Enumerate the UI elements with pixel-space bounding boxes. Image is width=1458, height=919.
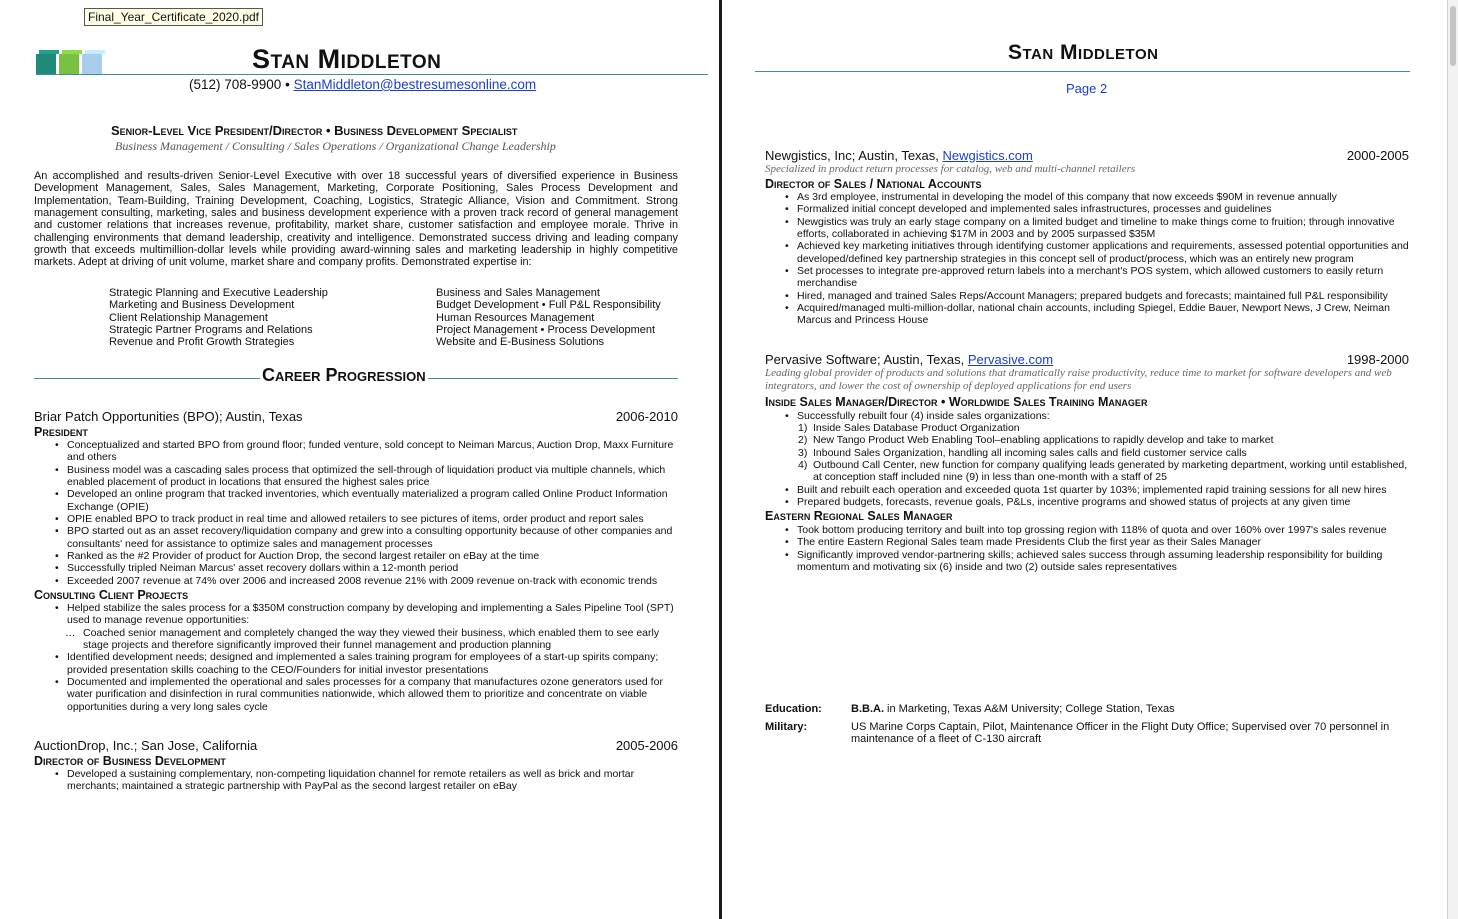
contact-line — [189, 77, 536, 92]
role-director-sales: Director of Sales / National Accounts — [765, 177, 982, 191]
skills-left-list — [109, 287, 328, 348]
military-text: US Marine Corps Captain, Pilot, Maintenance Officer in the Flight Duty Office; Supervised over 70 personnel in maintenance of a fleet of C-130 aircraft — [851, 721, 1390, 746]
subheadline: Business Management / Consulting / Sales Operations / Organizational Change Leadership — [115, 139, 556, 153]
logo-cubes-icon — [36, 54, 102, 76]
list-item: • Newgistics was truly an early stage company on a limited budget and timeline to make things come to fruition; through innovative efforts, collaborated in achieving $17M in 2003 and by 2005 surpassed $35M — [785, 215, 1395, 241]
resume-page-1 — [0, 0, 720, 919]
skill-item: Revenue and Profit Growth Strategies — [109, 336, 295, 349]
bullets-bpo — [55, 439, 679, 587]
list-item: • Acquired/managed multi-million-dollar, national chain accounts, including Spiegel, Eddie Bauer, Newport News, J Crew, Neiman Marcus and Princess House — [785, 302, 1390, 327]
company-newgistics: Newgistics, Inc; Austin, Texas, Newgistics.com — [765, 148, 1033, 163]
header-rule-p2 — [755, 71, 1410, 72]
skill-item: Human Resources Management — [436, 311, 595, 324]
skills-right-list — [436, 287, 661, 348]
company-bpo: Briar Patch Opportunities (BPO); Austin, Texas — [34, 409, 303, 424]
list-item: • BPO started out as an asset recovery/liquidation company and grew into a consulting opportunity because of other companies and consultants' need for assistance to optimize sales and management processes — [55, 525, 673, 550]
page-number: Page 2 — [1066, 81, 1108, 96]
page-divider — [719, 0, 722, 919]
list-item: • The entire Eastern Regional Sales team made Presidents Club the first year as their Sales Manager — [785, 536, 1261, 549]
email-link[interactable]: StanMiddleton@bestresumesonline.com — [293, 77, 537, 92]
list-item: • Ranked as the #2 Provider of product for Auction Drop, the second largest retailer on eBay at the time — [55, 550, 540, 563]
summary-paragraph: An accomplished and results-driven Senior-Level Executive with over 18 successful years of diversified experience in Business Development Management, Sales, Sales Management, Marketing, Corporate Positioning, Sales Process Development and Implementation, Team-Building, Training Development, Coaching, Logistics, Strategic Alliance, Vision and Commitment. Strong management consulting, marketing, sales and business development experience with a proven track record of general management and customer relations that increases revenue, profitability, market share, customer satisfaction and employee morale. Thrive in challenging environments that demand leadership, creativity and intelligence. Demonstrated success driving and leading company growth that exceeds multimillion-dollar levels while providing award-winning sales and marketing leadership in highly competitive markets. Adept at driving of unit volume, market share and company profits. Demonstrated expertise in: — [34, 170, 678, 269]
skill-item: Project Management • Process Development — [436, 323, 656, 336]
bullets-consulting — [55, 602, 679, 713]
list-item: • OPIE enabled BPO to track product in real time and allowed retailers to see pictures of items, order product and report sales — [55, 513, 644, 526]
role-president: President — [34, 425, 88, 439]
list-item: • Exceeded 2007 revenue at 74% over 2006 and increased 2008 revenue 21% with 2009 revenue on-track with economic trends — [55, 574, 658, 587]
company-pervasive: Pervasive Software; Austin, Texas, Pervasive.com — [765, 352, 1054, 367]
skill-item: Business and Sales Management — [436, 287, 600, 299]
list-item: • Documented and implemented the operational and sales processes for a company that manufactures ozone generators used for water purification and disinfection in rural communities nationwide, which allowed them to prioritize and concentrate on viable opportunities during a very long sales cycle — [55, 676, 663, 713]
list-item: • Developed a sustaining complementary, non-competing liquidation channel for remote retailers as well as brick and mortar merchants; maintained a strategic partnership with PayPal as the second largest retailer on eBay — [55, 768, 635, 793]
skill-item: Strategic Planning and Executive Leadership — [109, 287, 328, 299]
bullets-pervasive-c — [785, 524, 1410, 574]
list-item: • Business model was a cascading sales process that optimized the sell-through of liquidation product via multiple channels, which enabled placement of product in locations that ensured the highest sales price — [55, 463, 666, 489]
years-auctiondrop: 2005-2006 — [615, 738, 678, 753]
scrollbar-thumb[interactable] — [1450, 6, 1456, 66]
role-consulting: Consulting Client Projects — [34, 588, 189, 602]
vertical-scrollbar[interactable] — [1447, 0, 1458, 919]
numbered-pervasive — [798, 422, 1410, 484]
list-item: 3) Inbound Sales Organization, handling all incoming sales calls and field customer service calls — [798, 446, 1247, 459]
role-director-bd: Director of Business Development — [34, 754, 226, 768]
list-item: • Conceptualized and started BPO from ground floor; funded venture, sold concept to Neiman Marcus, Auction Drop, Maxx Furniture and others — [55, 439, 674, 464]
role-inside-sales: Inside Sales Manager/Director • Worldwide Sales Training Manager — [765, 395, 1148, 409]
list-item: • Took bottom producing territory and built into top grossing region with 118% of quota and over 160% over 1997's sales revenue — [785, 524, 1387, 536]
resume-page-2 — [723, 0, 1458, 919]
list-item: • Achieved key marketing initiatives through identifying customer applications and requirements, assessed potential opportunities and developed/defined key partnership strategies in this concept sell of product/process, which was an entirely new program — [785, 240, 1409, 265]
list-item: • Set processes to integrate pre-approved return labels into a merchant's POS system, which allowed customers to easily return merchandise — [785, 265, 1384, 290]
bullets-auctiondrop — [55, 768, 657, 793]
skill-item: Strategic Partner Programs and Relations — [109, 323, 313, 336]
list-item: 1) Inside Sales Database Product Organization — [798, 422, 1020, 434]
list-item: • Hired, managed and trained Sales Reps/Account Managers; prepared budgets and forecasts; maintained full P&L responsibility — [785, 289, 1388, 302]
role-eastern-regional: Eastern Regional Sales Manager — [765, 509, 953, 523]
phone: (512) 708-9900 • — [189, 77, 290, 92]
headline: Senior-Level Vice President/Director • Business Development Specialist — [111, 123, 518, 138]
pervasive-link[interactable]: Pervasive.com — [967, 352, 1054, 367]
list-item: • Built and rebuilt each operation and exceeded quota 1st quarter by 103%; implemented rapid training sessions for all new hires — [785, 484, 1387, 496]
list-item: • Formalized initial concept developed and implemented sales infrastructures, processes and guidelines — [785, 203, 1272, 216]
skill-item: Client Relationship Management — [109, 311, 268, 324]
list-item: • Identified development needs; designed and implemented a sales training program for employees of a start-up spirits company; provided presentation skills coaching to the CEO/Founders for initial investor presentations — [55, 651, 659, 676]
bullets-newgistics — [785, 191, 1410, 327]
list-item: 2) New Tango Product Web Enabling Tool–enabling applications to rapidly develop and take to market — [798, 434, 1274, 447]
list-item: … Coached senior management and completely changed the way they viewed their business, which enabled them to see early stage projects and therefore significantly improved their funnel management and production planning — [65, 626, 660, 652]
header-rule — [36, 74, 708, 75]
military-label: Military: — [765, 721, 808, 733]
list-item: 4) Outbound Call Center, new function for company qualifying leads generated by marketing department, working until established, at conception staff included nine (9) in less than one-month with a staff of 25 — [798, 459, 1408, 484]
newgistics-link[interactable]: Newgistics.com — [942, 148, 1033, 163]
bullets-pervasive-b — [785, 484, 1410, 509]
desc-pervasive: Leading global provider of products and solutions that dramatically raise productivity, reduce time to market for software developers and web integrators, and lower the cost of ownership of deployed applications for end users — [765, 367, 1392, 392]
list-item: • As 3rd employee, instrumental in developing the model of this company that now exceeds $90M in revenue annually — [785, 191, 1337, 203]
bullets-pervasive-a — [785, 410, 1410, 422]
list-item: • Significantly improved vendor-partnering skills; achieved sales success through assuming leadership responsibility for building momentum and motivating six (6) inside and two (2) outside sales representatives — [785, 548, 1383, 574]
years-newgistics: 2000-2005 — [1346, 148, 1409, 163]
company-auctiondrop: AuctionDrop, Inc.; San Jose, California — [34, 738, 258, 753]
list-item: • Successfully rebuilt four (4) inside sales organizations: — [785, 410, 1050, 422]
skill-item: Website and E-Business Solutions — [436, 336, 604, 349]
list-item: • Helped stabilize the sales process for a $350M construction company by developing and implementing a Sales Pipeline Tool (SPT) used to manage revenue opportunities: — [55, 602, 674, 627]
education-text: B.B.A. in Marketing, Texas A&M University; College Station, Texas — [851, 703, 1175, 715]
list-item: • Prepared budgets, forecasts, revenue goals, P&Ls, incentive programs and showed status of projects at any given time — [785, 496, 1351, 509]
file-tooltip: Final_Year_Certificate_2020.pdf — [84, 8, 263, 26]
skill-item: Budget Development • Full P&L Responsibility — [436, 299, 661, 312]
education-label: Education: — [765, 703, 822, 715]
years-pervasive: 1998-2000 — [1346, 352, 1409, 367]
list-item: • Developed an online program that tracked inventories, which eventually materialized a program called Online Product Information Exchange (OPIE) — [55, 488, 668, 513]
section-title-career: Career Progression — [262, 365, 426, 385]
desc-newgistics: Specialized in product return processes for catalog, web and multi-channel retailers — [765, 163, 1136, 175]
candidate-name: Stan Middleton — [252, 44, 442, 74]
years-bpo: 2006-2010 — [615, 409, 678, 424]
skill-item: Marketing and Business Development — [109, 299, 295, 312]
list-item: • Successfully tripled Neiman Marcus' asset recovery dollars within a 12-month period — [55, 562, 459, 575]
candidate-name-p2: Stan Middleton — [1008, 41, 1159, 64]
